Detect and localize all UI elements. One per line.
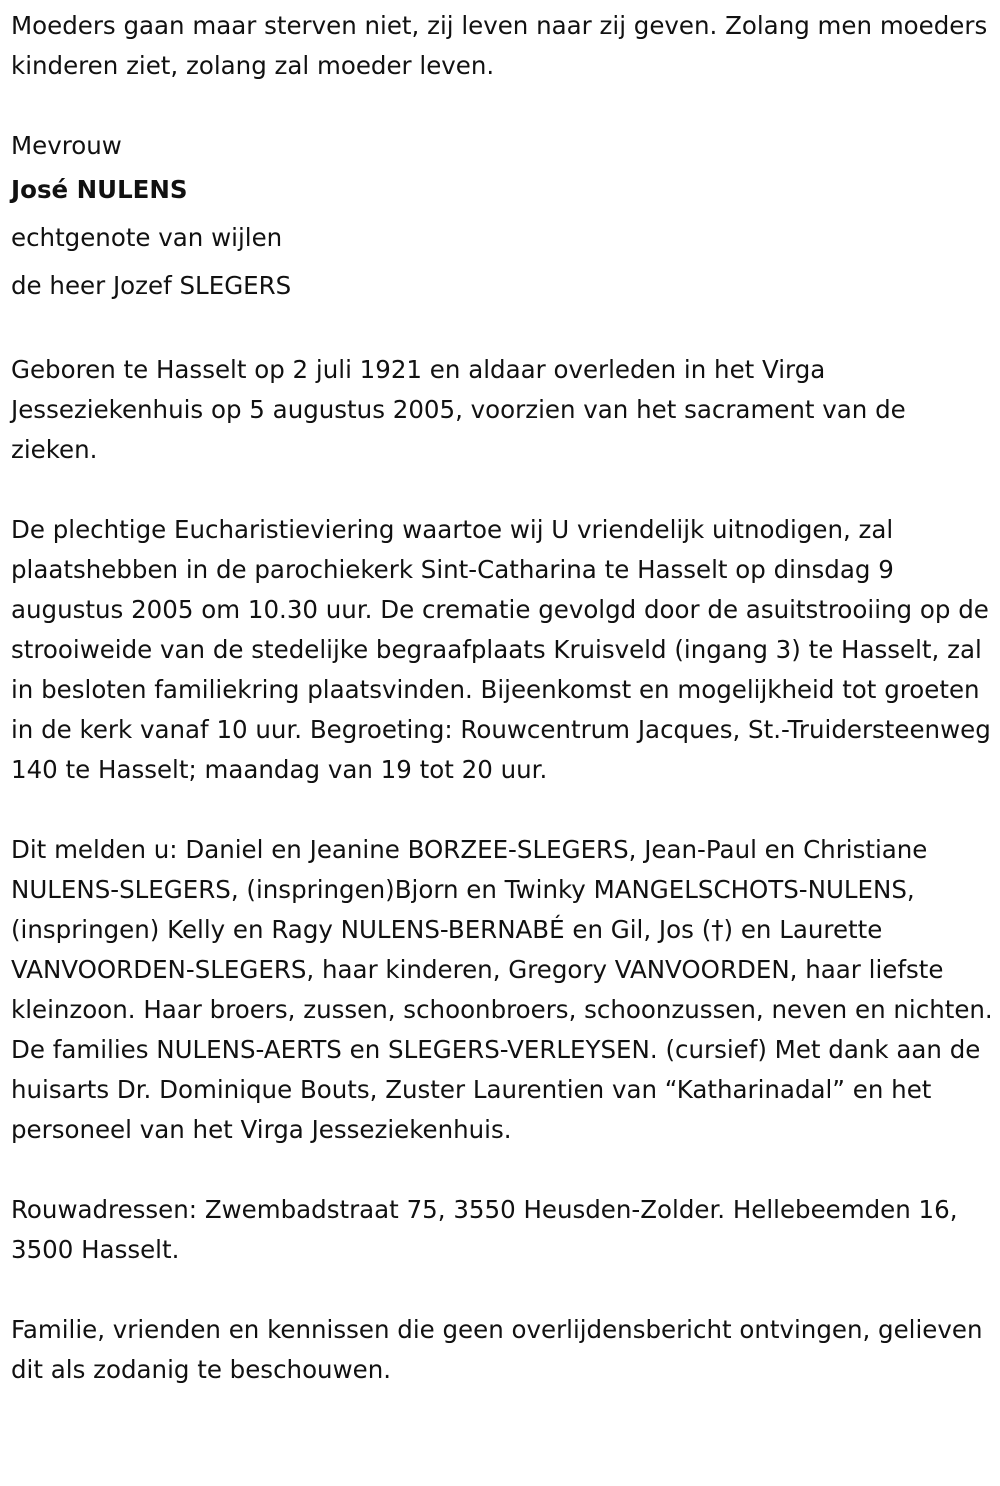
mourning-addresses: Rouwadressen: Zwembadstraat 75, 3550 Heusden-Zolder. Hellebeemden 16, 3500 Hasselt.: [11, 1195, 958, 1264]
birth-death-paragraph: Geboren te Hasselt op 2 juli 1921 en aldaar overleden in het Virga Jesseziekenhuis op 5 augustus 2005, voorzien van het sacrament van de zieken.: [11, 355, 906, 464]
closing-paragraph: Familie, vrienden en kennissen die geen overlijdensbericht ontvingen, gelieven dit als zodanig te beschouwen.: [11, 1315, 983, 1384]
spacer: [11, 470, 996, 510]
spacer: [11, 790, 996, 830]
spacer: [11, 86, 996, 126]
deceased-name: José NULENS: [11, 175, 188, 204]
memorial-quote: Moeders gaan maar sterven niet, zij leven naar zij geven. Zolang men moeders kinderen ziet, zolang zal moeder leven.: [11, 11, 988, 80]
ceremony-paragraph: De plechtige Eucharistieviering waartoe wij U vriendelijk uitnodigen, zal plaatshebben in de parochiekerk Sint-Catharina te Hasselt op dinsdag 9 augustus 2005 om 10.30 uur. De crematie gevolgd door de asuitstrooiing op de strooiweide van de stedelijke begraafplaats Kruisveld (ingang 3) te Hasselt, zal in besloten familiekring plaatsvinden. Bijeenkomst en mogelijkheid tot groeten in de kerk vanaf 10 uur. Begroeting: Rouwcentrum Jacques, St.-Truidersteenweg 140 te Hasselt; maandag van 19 tot 20 uur.: [11, 515, 991, 784]
relation-line-1: echtgenote van wijlen: [11, 223, 283, 252]
relation-line-2: de heer Jozef SLEGERS: [11, 271, 292, 300]
family-paragraph: Dit melden u: Daniel en Jeanine BORZEE-SLEGERS, Jean-Paul en Christiane NULENS-SLEGERS, (inspringen)Bjorn en Twinky MANGELSCHOTS-NULENS, (inspringen) Kelly en Ragy NULENS-BERNABÉ en Gil, Jos (†) en Laurette VANVOORDEN-SLEGERS, haar kinderen, Gregory VANVOORDEN, haar liefste kleinzoon. Haar broers, zussen, schoonbroers, schoonzussen, neven en nichten. De families NULENS-AERTS en SLEGERS-VERLEYSEN. (cursief) Met dank aan de huisarts Dr. Dominique Bouts, Zuster Laurentien van “Katharinadal” en het personeel van het Virga Jesseziekenhuis.: [11, 835, 993, 1144]
spacer: [11, 1270, 996, 1310]
spacer: [11, 1150, 996, 1190]
salutation: Mevrouw: [11, 131, 122, 160]
spacer: [11, 310, 996, 350]
obituary-notice: [11, 6, 996, 1390]
